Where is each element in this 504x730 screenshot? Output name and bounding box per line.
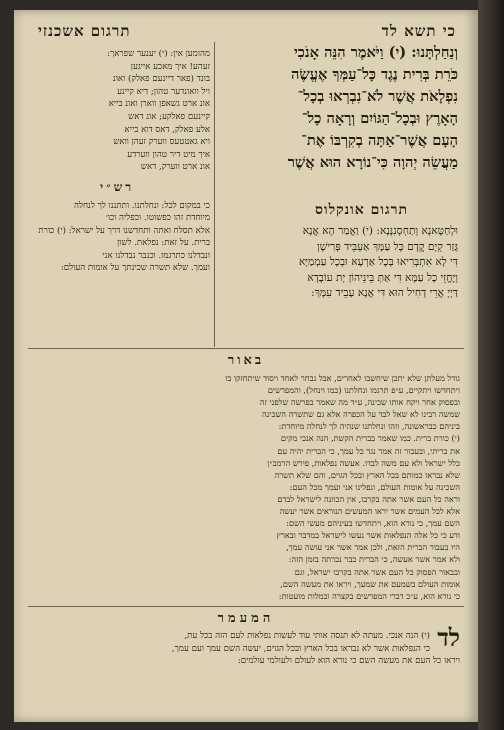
biur-line: ויתחדשו ויתקיים, ע״פ תרגמו ונחלתנו (כמו וינחל), והמפרשים xyxy=(267,385,460,396)
yiddish-line: ויא גאטטעס ווערק זעהן וואש xyxy=(113,137,210,148)
biur-line: גודל מעלתן שלא יתכן שיחשבו לאחרים, אבל נבחר לאחד ויסוד שיתחזקו בו xyxy=(225,373,460,383)
biur-line: (י) כורת ברית. כמו שאמר בברית הקשת, הנה אנכי מקים xyxy=(280,433,460,444)
rashi-heading: רש״י xyxy=(100,180,135,194)
biur-line: אלא לכל העמים אשר יראו המעשים הנוראים אשר יעשה xyxy=(279,506,460,517)
yiddish-line: ויל וואונדער טהון; דיא קיינע xyxy=(117,86,210,97)
rashi-line: מיוחדת זהו כפשוטו. וכפליה וכו׳ xyxy=(105,213,210,224)
torah-line: נִפְלָאֹת אֲשֶׁר לֹא־נִבְרְאוּ בְכָל־ xyxy=(297,88,458,105)
yiddish-line: קיינעם פאלקע; אונ דאש xyxy=(128,111,210,122)
biur-line: ובבאור הפסוק כל העם אשר אתה בקרבו ישראל, וגם xyxy=(294,566,460,577)
onkelos-heading: תרגום אונקלוס xyxy=(315,202,408,218)
rashi-line: ועמך. שלא תשרה שכינתך על אומות העולם: xyxy=(60,263,210,274)
biur-line: ובפסוק אחר ויקח אותו שכינה, ע״ד מה שאמר בפרשה שלפני זה xyxy=(259,397,460,408)
book-page xyxy=(14,10,478,722)
biur-line: שלא נבראו כמותם בכל הארץ ובכל הגוים, והם שלא תשרה xyxy=(274,469,460,480)
onkelos-translation xyxy=(218,224,458,302)
biur-line: את בריתי, ובעבור זה אמר נגד כל עמך, כי הברית יהיה עם xyxy=(277,445,460,456)
biur-line: השכינה על אומות העולם, ונפלינו אני ועמך מכל העם: xyxy=(289,481,460,492)
torah-line: הָאָרֶץ וּבְכָל־הַגּוֹיִם וְרָאָה כָל־ xyxy=(301,110,458,127)
meamer-line: (י) הנה אנכי. מעתה לא תנסה אותי עוד לעשות נפלאות לעם הזה בכל עת, xyxy=(184,631,430,641)
torah-line: מַעֲשֵׂה יְהוָה כִּי־נוֹרָא הוּא אֲשֶׁר xyxy=(287,154,458,171)
onkelos-line: גָּזַר קְיָם קֳדָם כָּל עַמָּךְ אַעְבֵּיד פְּרִישָׁן xyxy=(317,240,458,253)
onkelos-line: דִּי לָא אִתְבְּרִיאוּ בְּכָל אַרְעָא וּבְכָל עַמְמַיָּא xyxy=(298,256,458,269)
biur-line: וראה כל העם אשר אתה בקרבו, אין הכוונה לישראל לבדם xyxy=(277,493,460,504)
yiddish-line: אונ ארט ווערק, דאש xyxy=(140,162,210,173)
meamer-line: כי הנפלאות אשר לא נבראו בכל הארץ ובכל הגוים, יעשה השם עמך ועם עמך, xyxy=(171,643,430,654)
biur-line: ולא אמר אשר אעשה, כי הברית כבר נכרתה בזמן הזה: xyxy=(288,554,460,565)
biur-line: השם עמך, כי נורא הוא, ויתחדשו בעיניהם מעשי השם: xyxy=(286,518,460,529)
rashi-commentary xyxy=(30,200,210,274)
yiddish-line: בונד (פאר דיינעם פאלק) ואונ xyxy=(112,74,210,85)
rashi-line: ונבדלנו כתרגמו. וכנבר נבדלנו אני xyxy=(102,250,210,261)
biur-line: היו בעבור הברית הזאת, ולכן אמר אשר אני עושה עמך, xyxy=(286,542,460,553)
torah-line: הָעָם אֲשֶׁר־אַתָּה בְקִרְבּוֹ אֶת־ xyxy=(301,132,458,149)
book-spine xyxy=(478,0,504,730)
meamer-commentary xyxy=(32,630,460,668)
biur-commentary xyxy=(32,372,460,602)
yiddish-translation xyxy=(30,48,210,174)
biur-line: שמשה רבינו לא שאל לבד על הכפרה אלא גם שתשרה השכינה xyxy=(261,409,460,420)
biur-line: ביניהם כבראשונה, וזהו ונחלתנו שנהיה לך לנחלה מיוחדת: xyxy=(278,421,460,432)
yiddish-line: אונ ארט גשאפן ווארן ואונ בייא xyxy=(108,99,210,110)
biur-line: ודע כי כל אלה הנפלאות אשר נעשו לישראל במדבר ובארץ xyxy=(276,530,460,541)
biur-line: אומות העולם בשמעם את שמעך, ויראו את מעשה השם, xyxy=(280,578,460,589)
yiddish-line: זעהע! איך מאכע אייגען xyxy=(130,61,210,72)
yiddish-line: איך מיט דיר טהון ווערדע xyxy=(127,149,210,160)
meamer-chapter-number: לד xyxy=(437,623,460,652)
rashi-line: כי במקום לכל: ונחלתנו. ותתננו לך לנחלה xyxy=(73,201,210,211)
section-divider xyxy=(28,348,464,349)
rashi-line: אלא תסלח ואתה ותחדשנו דרך על ישראל: (י) כורת xyxy=(38,225,210,236)
onkelos-line: דַּיְיָ אֲרֵי דְחִיל הוּא דִּי אֲנָא עָבֵיד עִמָּךְ: xyxy=(311,287,458,300)
meamer-heading: המעמר xyxy=(217,611,275,626)
onkelos-line: וְיֶחֱזֵי כָל עַמָּא דִּי אַתְּ בֵּינֵיהוֹן יָת עוֹבָדָא xyxy=(307,271,458,284)
section-divider xyxy=(28,606,464,607)
biur-heading: באור xyxy=(227,353,265,368)
meamer-line: ויראו כל העם את מעשה השם כי נורא הוא לעולם ולעולמי עולמים: xyxy=(237,656,460,666)
yiddish-line: מהומען אין: (י) יענער שפראך: xyxy=(107,49,210,59)
torah-line: כֹּרֵת בְּרִית נֶגֶד כָּל־עַמְּךָ אֶעֱשֶׂה xyxy=(290,66,458,83)
page-header-translation: תרגום אשכנזי xyxy=(38,22,131,40)
biur-line: כלל ישראל ולא עם משה לבדו. אעשה נפלאות, פירש הרמב״ן xyxy=(267,457,460,468)
biur-line: כי נורא הוא, ע״כ דברי המפרשים בקצרה ובמלות מועטות: xyxy=(278,590,460,601)
onkelos-line: וּלְחַטָּאנָא וְתַחְסְנִנָּנָא: (י) וַאֲמַר הָא אֲנָא xyxy=(302,225,458,237)
torah-text xyxy=(218,42,458,174)
rashi-line: ברית. על זאת: נפלאת. לשון xyxy=(116,238,210,249)
page-header-parasha: כי תשא לד xyxy=(381,22,456,40)
yiddish-line: אלע פאלק, דאס דוא בייא xyxy=(124,124,210,135)
column-divider xyxy=(214,42,215,347)
torah-line: וְנַחַלְתָּנוּ: (י) וַיֹּאמֶר הִנֵּה אָנֹכִי xyxy=(293,44,458,61)
